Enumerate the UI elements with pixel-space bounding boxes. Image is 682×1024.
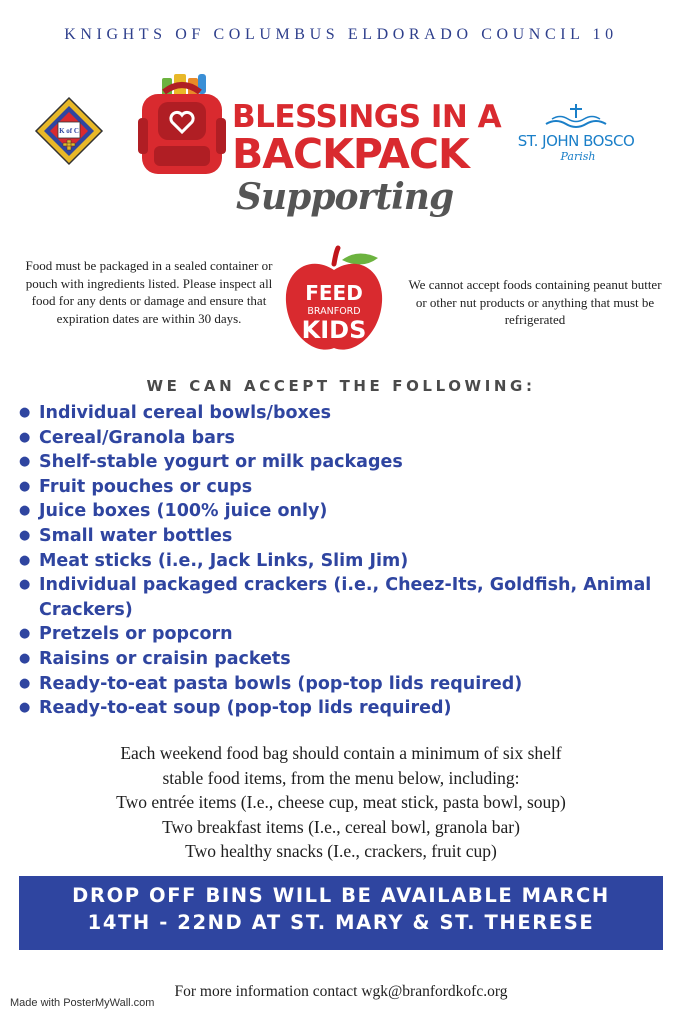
bullet-icon: ● <box>19 527 31 543</box>
bullet-icon: ● <box>19 503 31 519</box>
list-item-label: Fruit pouches or cups <box>39 476 253 497</box>
kofc-text: K of C <box>59 127 79 135</box>
bullet-icon: ● <box>19 650 31 666</box>
bullet-icon: ● <box>19 405 31 420</box>
supporting-label: Supporting <box>236 176 454 218</box>
list-item-label: Individual cereal bowls/boxes <box>39 403 332 423</box>
list-item-label: Individual packaged crackers (i.e., Cheez-Its, Goldfish, Animal Crackers) <box>39 575 652 620</box>
title-line1: BLESSINGS IN A <box>232 99 502 135</box>
list-item-label: Cereal/Granola bars <box>39 427 235 448</box>
dropoff-line2: 14TH - 22ND AT ST. MARY & ST. THERESE <box>87 911 595 934</box>
watermark: Made with PosterMyWall.com <box>10 997 155 1009</box>
parish-name: ST. JOHN BOSCO <box>517 132 635 150</box>
bag-info-line2: stable food items, from the menu below, including: <box>162 767 520 788</box>
list-item-label: Ready-to-eat pasta bowls (pop-top lids required) <box>39 673 523 694</box>
list-item-label: Juice boxes (100% juice only) <box>39 501 328 522</box>
cross-waves-icon <box>546 104 606 127</box>
list-item <box>18 573 658 622</box>
list-item <box>18 647 658 672</box>
bullet-icon: ● <box>19 700 31 716</box>
apple-icon <box>280 244 388 356</box>
bag-info <box>0 741 682 864</box>
bullet-icon: ● <box>19 454 31 470</box>
allergy-note: We cannot accept foods containing peanut butter or other nut products or anything that must be refrigerated <box>408 277 662 327</box>
bag-info-line3: Two entrée items (I.e., cheese cup, meat stick, pasta bowl, soup) <box>116 792 566 813</box>
list-item <box>18 672 658 697</box>
list-item <box>18 499 658 524</box>
list-item-label: Small water bottles <box>39 525 233 546</box>
bullet-icon: ● <box>19 429 31 445</box>
bullet-icon: ● <box>19 552 31 568</box>
packaging-note: Food must be packaged in a sealed container or pouch with ingredients listed. Please inspect all food for any dents or damage and ensure that expiration dates are within 30 days. <box>25 258 273 326</box>
list-item <box>18 524 658 549</box>
header-org-name: KNIGHTS OF COLUMBUS ELDORADO COUNCIL 10 <box>64 26 618 43</box>
list-item <box>18 401 658 426</box>
apple-feed: FEED <box>305 281 363 305</box>
bullet-icon: ● <box>19 626 31 642</box>
list-item-label: Pretzels or popcorn <box>39 624 233 645</box>
dropoff-banner <box>19 876 663 950</box>
contact-info: For more information contact wgk@branfordkofc.org <box>174 983 508 1000</box>
dropoff-line1: DROP OFF BINS WILL BE AVAILABLE MARCH <box>72 884 610 907</box>
list-item <box>18 426 658 451</box>
bullet-icon: ● <box>19 577 31 593</box>
parish-logo <box>512 102 640 166</box>
list-item-label: Ready-to-eat soup (pop-top lids required) <box>39 698 452 719</box>
accept-heading: WE CAN ACCEPT THE FOLLOWING: <box>146 377 536 395</box>
list-item <box>18 450 658 475</box>
bullet-icon: ● <box>19 675 31 691</box>
list-item <box>18 475 658 500</box>
apple-branford: BRANFORD <box>307 306 361 317</box>
bag-info-line5: Two healthy snacks (I.e., crackers, fruit cup) <box>185 841 497 862</box>
bullet-icon: ● <box>19 478 31 494</box>
backpack-icon <box>136 72 228 176</box>
apple-kids: KIDS <box>301 316 367 344</box>
bag-info-line4: Two breakfast items (I.e., cereal bowl, granola bar) <box>162 816 520 837</box>
list-item <box>18 696 658 721</box>
list-item-label: Shelf-stable yogurt or milk packages <box>39 452 403 473</box>
list-item-label: Meat sticks (i.e., Jack Links, Slim Jim) <box>39 550 409 571</box>
kofc-emblem-icon <box>34 96 104 166</box>
parish-label: Parish <box>560 150 596 163</box>
list-item <box>18 622 658 647</box>
bag-info-line1: Each weekend food bag should contain a minimum of six shelf <box>120 743 562 763</box>
title-line2: BACKPACK <box>232 130 469 178</box>
list-item <box>18 549 658 574</box>
list-item-label: Raisins or craisin packets <box>39 648 291 669</box>
accepted-items-list <box>18 401 658 721</box>
